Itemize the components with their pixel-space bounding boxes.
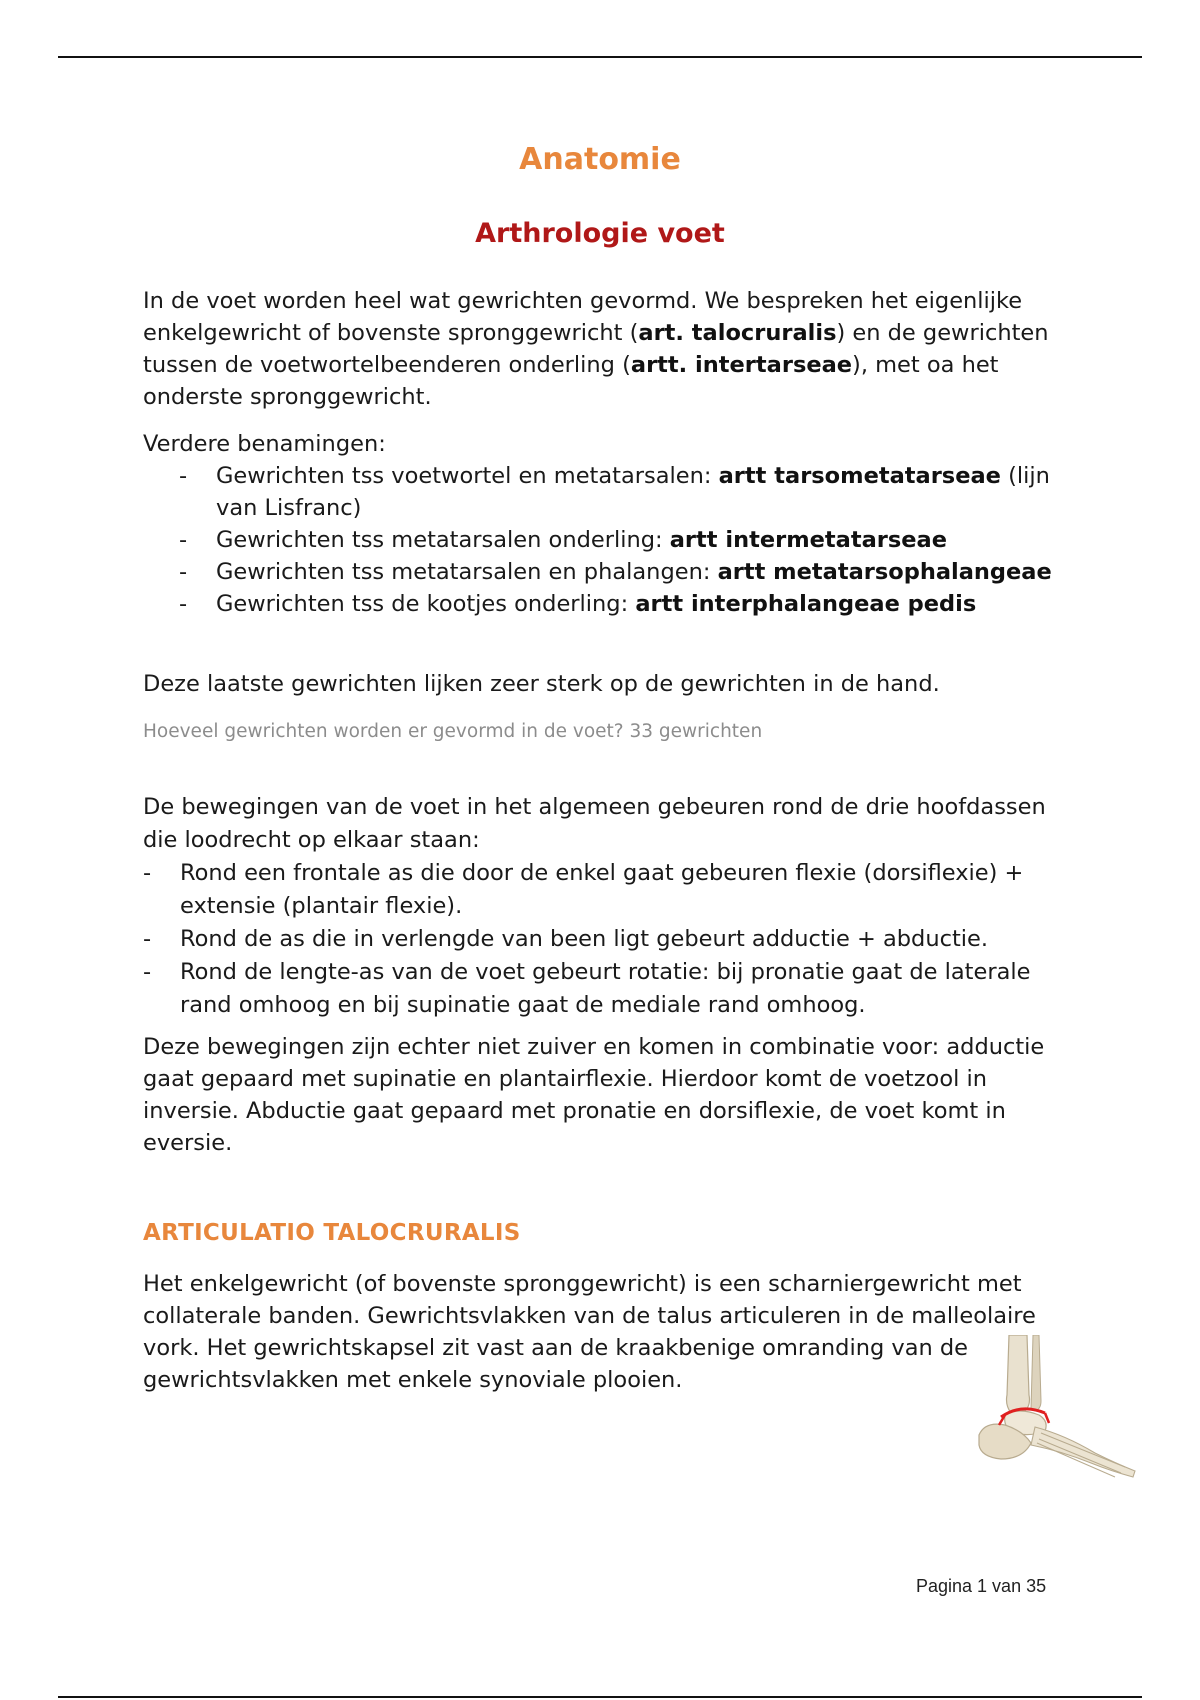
- names-heading: Verdere benamingen:: [143, 431, 386, 457]
- names-item-text: Gewrichten tss de kootjes onderling:: [216, 591, 636, 617]
- list-item: [143, 857, 1063, 923]
- movements-intro: De bewegingen van de voet in het algemeen gebeuren rond de drie hoofdassen die loodrecht op elkaar staan:: [143, 794, 1046, 853]
- question-note: [143, 718, 1063, 746]
- combination-text: Deze bewegingen zijn echter niet zuiver en komen in combinatie voor: adductie gaat gepaard met supinatie en plantairflexie. Hierdoor komt de voetzool in inversie. Abductie gaat gepaard met pronatie en dorsiflexie, de voet komt in eversie.: [143, 1034, 1045, 1156]
- intro-term-talocruralis: art. talocruralis: [638, 320, 837, 346]
- names-item-term: artt interphalangeae pedis: [635, 591, 977, 617]
- talocruralis-text: Het enkelgewricht (of bovenste spronggewricht) is een scharniergewricht met collaterale banden. Gewrichtsvlakken van de talus articuleren in de malleolaire vork. Het gewrichtskapsel zit vast aan de kraakbenige omranding van de gewrichtsvlakken met enkele synoviale plooien.: [143, 1271, 1036, 1393]
- combination-paragraph: [143, 1031, 1063, 1159]
- names-item-term: artt metatarsophalangeae: [717, 559, 1052, 585]
- movement-item-text: Rond de as die in verlengde van been ligt gebeurt adductie + abductie.: [180, 926, 989, 952]
- list-item: [143, 460, 1063, 524]
- intro-text-3: ), met oa het onderste spronggewricht.: [143, 352, 999, 410]
- dash-bullet: -: [179, 527, 188, 553]
- top-rule: [58, 56, 1142, 58]
- dash-bullet: -: [143, 860, 152, 886]
- movement-item-text: Rond een frontale as die door de enkel gaat gebeuren flexie (dorsiflexie) + extensie (plantair flexie).: [180, 860, 1024, 919]
- bottom-rule: [58, 1696, 1142, 1698]
- intro-paragraph: [143, 285, 1063, 413]
- movement-item-text: Rond de lengte-as van de voet gebeurt rotatie: bij pronatie gaat de laterale rand omhoog en bij supinatie gaat de mediale rand omhoog.: [180, 959, 1031, 1018]
- names-item-after: (lijn van Lisfranc): [216, 463, 1050, 521]
- document-subtitle: Arthrologie voet: [475, 218, 725, 249]
- section-heading: ARTICULATIO TALOCRURALIS: [143, 1220, 521, 1246]
- names-item-term: artt tarsometatarseae: [718, 463, 1001, 489]
- list-item: [143, 588, 1063, 620]
- metatarsal-bones: [1031, 1427, 1135, 1477]
- dash-bullet: -: [179, 463, 188, 489]
- page-number: Pagina 1 van 35: [916, 1576, 1047, 1596]
- hand-note-text: Deze laatste gewrichten lijken zeer sterk op de gewrichten in de hand.: [143, 671, 940, 697]
- list-item: [143, 956, 1063, 1022]
- movements-list: [143, 857, 1063, 1022]
- dash-bullet: -: [143, 926, 152, 952]
- intro-text-1: In de voet worden heel wat gewrichten gevormd. We bespreken het eigenlijke enkelgewricht of bovenste spronggewricht (: [143, 288, 1023, 346]
- ankle-skeleton-illustration: [975, 1335, 1140, 1490]
- question-text: Hoeveel gewrichten worden er gevormd in de voet? 33 gewrichten: [143, 721, 763, 742]
- list-item: [143, 923, 1063, 956]
- fibula-bone: [1031, 1335, 1041, 1411]
- tibia-bone: [1007, 1335, 1030, 1413]
- intro-text-2: ) en de gewrichten tussen de voetwortelbeenderen onderling (: [143, 320, 1049, 378]
- names-section: [143, 428, 1063, 620]
- intro-term-intertarseae: artt. intertarseae: [630, 352, 853, 378]
- names-item-text: Gewrichten tss metatarsalen onderling:: [216, 527, 670, 553]
- hand-note: [143, 668, 1063, 700]
- names-item-text: Gewrichten tss metatarsalen en phalangen:: [216, 559, 718, 585]
- dash-bullet: -: [179, 591, 188, 617]
- list-item: [143, 524, 1063, 556]
- document-title: Anatomie: [519, 142, 681, 177]
- dash-bullet: -: [179, 559, 188, 585]
- list-item: [143, 556, 1063, 588]
- talocruralis-paragraph: [143, 1268, 1053, 1396]
- names-item-text: Gewrichten tss voetwortel en metatarsalen:: [216, 463, 719, 489]
- names-item-term: artt intermetatarseae: [669, 527, 947, 553]
- names-list: [143, 460, 1063, 620]
- movements-section: [143, 791, 1063, 1022]
- dash-bullet: -: [143, 959, 152, 985]
